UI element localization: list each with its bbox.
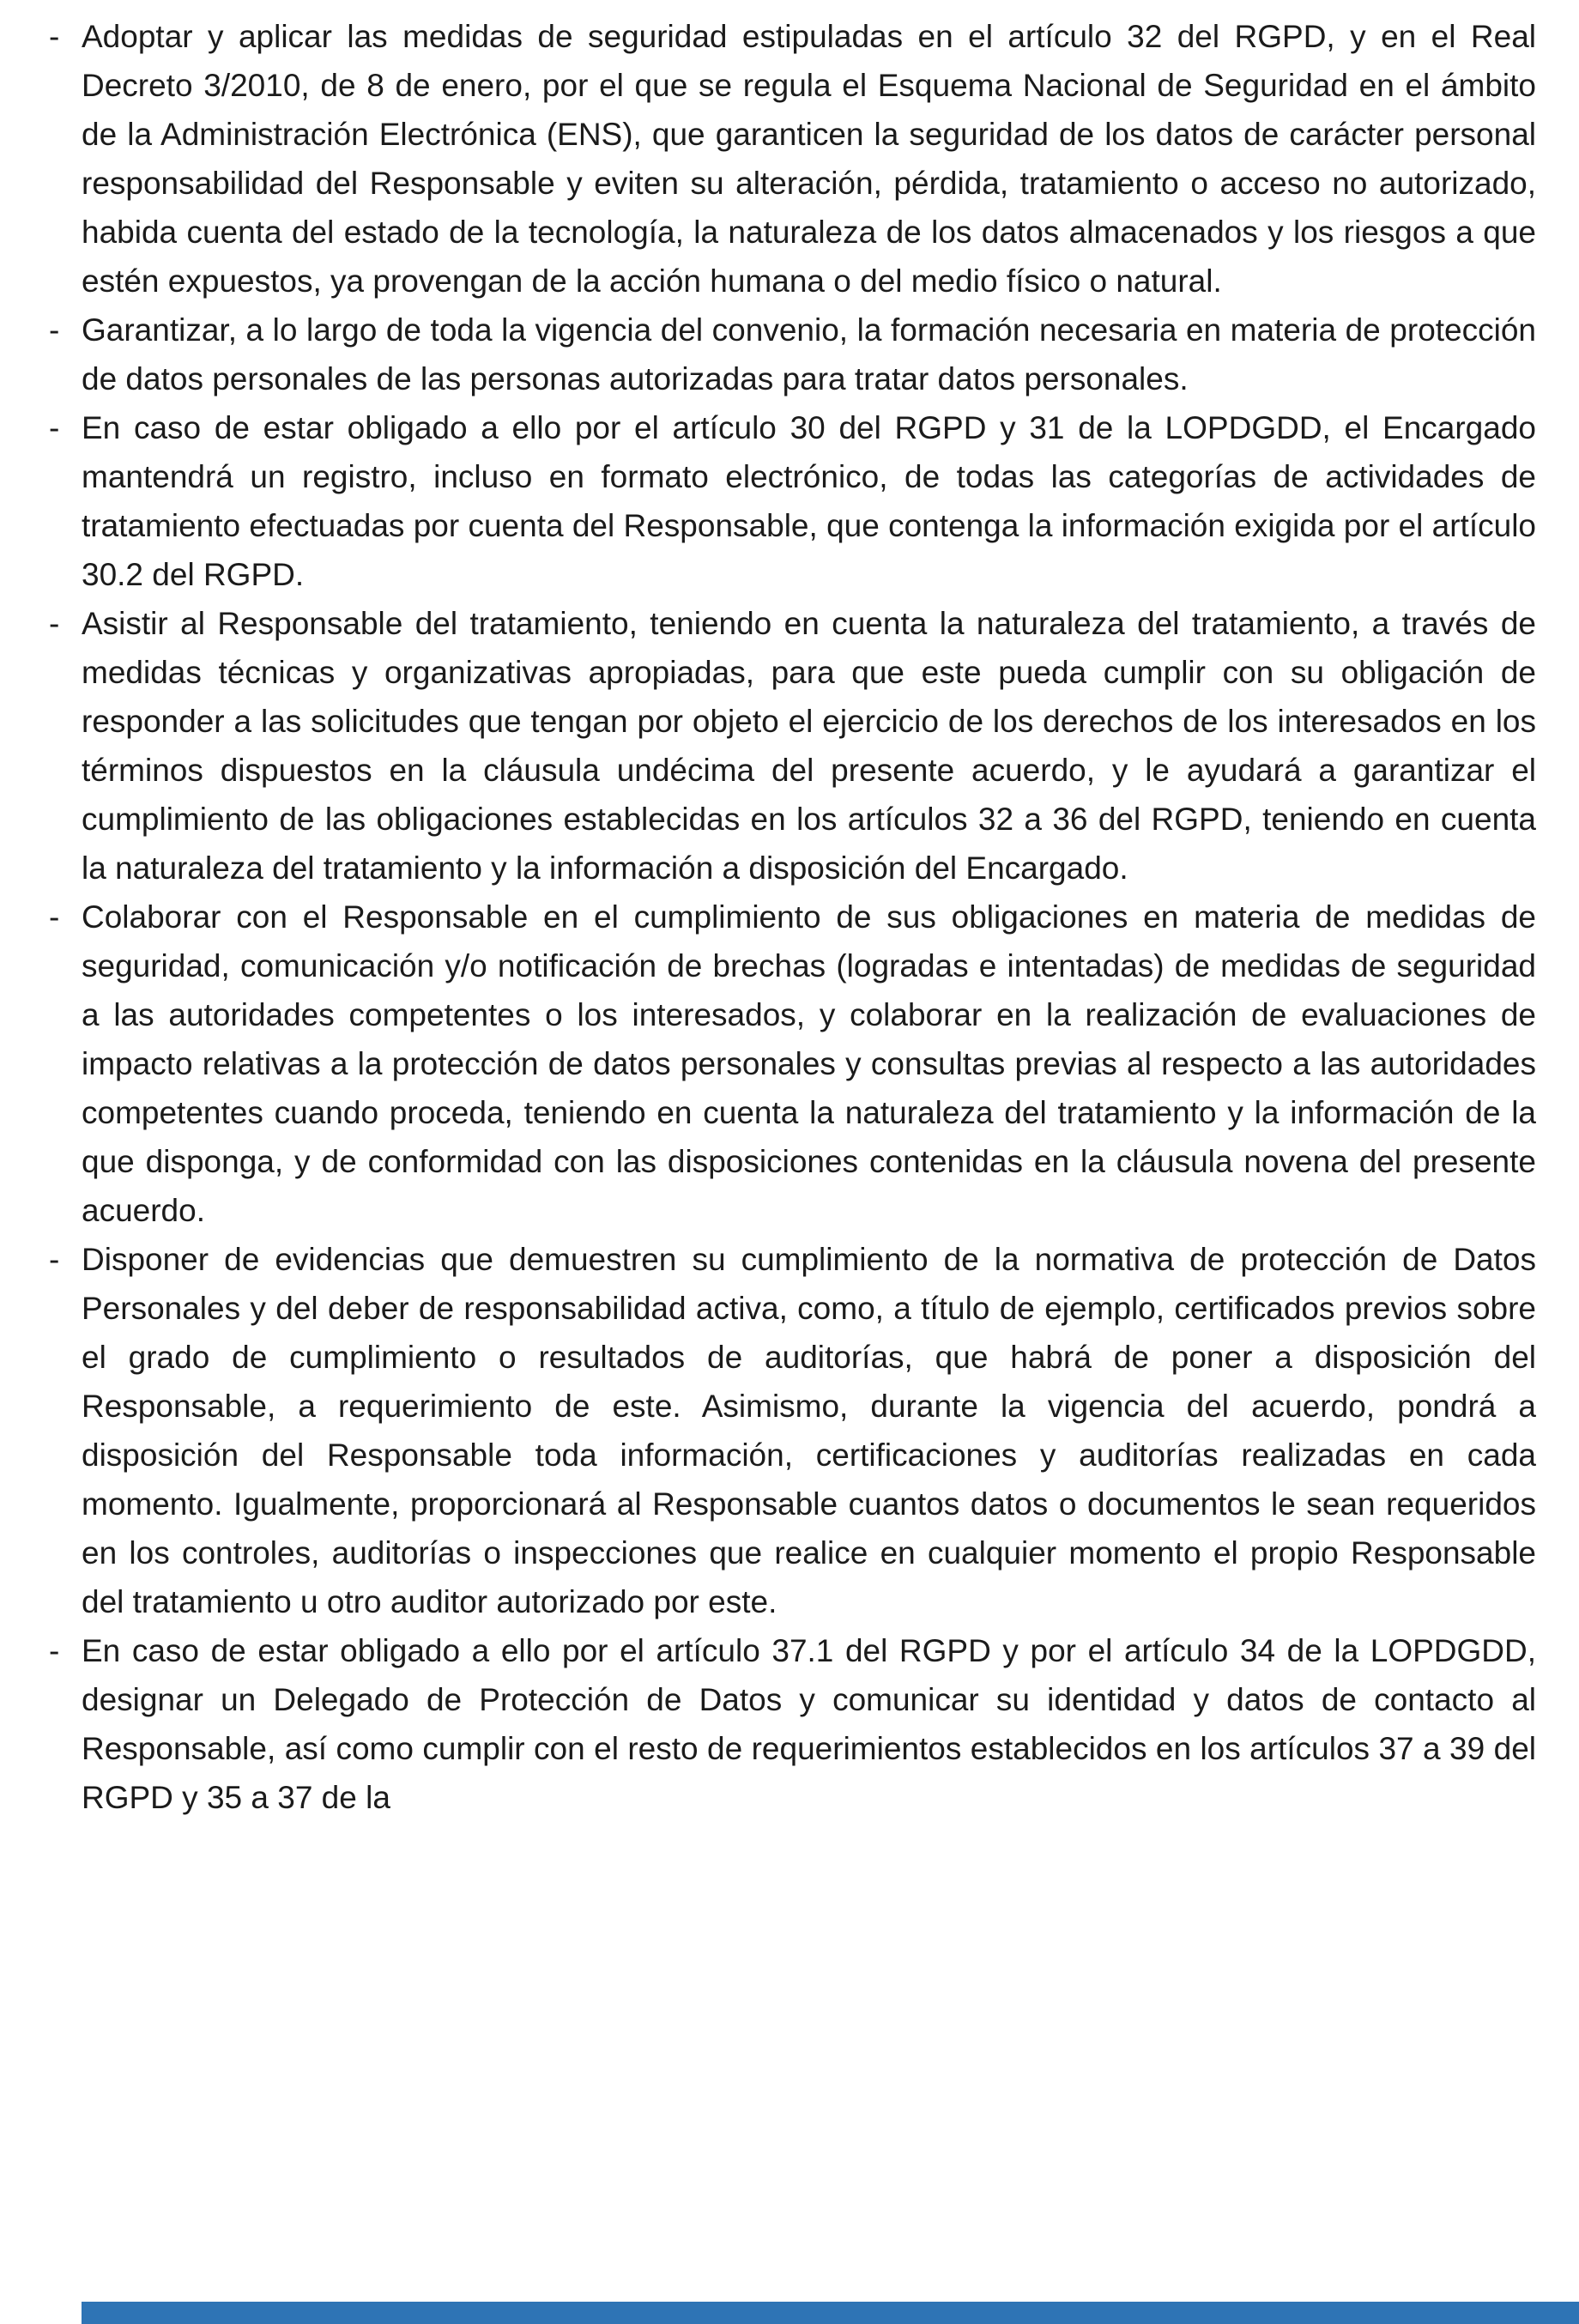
- list-item-text: En caso de estar obligado a ello por el artículo 37.1 del RGPD y por el artículo 34 de la LOPDGDD, designar un Delegado de Protección de Datos y comunicar su identidad y datos de contacto al Responsable, así como cumplir con el resto de requerimientos establecidos en los artículos 37 a 39 del RGPD y 35 a 37 de la: [82, 1633, 1536, 1815]
- list-item: [49, 1235, 1536, 1626]
- dash-marker: -: [49, 1633, 60, 1668]
- list-item: [49, 306, 1536, 403]
- list-item-text: Asistir al Responsable del tratamiento, teniendo en cuenta la naturaleza del tratamiento, a través de medidas técnicas y organizativas apropiadas, para que este pueda cumplir con su obligación de responder a las solicitudes que tengan por objeto el ejercicio de los derechos de los interesados en los términos dispuestos en la cláusula undécima del presente acuerdo, y le ayudará a garantizar el cumplimiento de las obligaciones establecidas en los artículos 32 a 36 del RGPD, teniendo en cuenta la naturaleza del tratamiento y la información a disposición del Encargado.: [82, 606, 1536, 886]
- dash-marker: -: [49, 899, 60, 935]
- list-item-text: Disponer de evidencias que demuestren su cumplimiento de la normativa de protección de Datos Personales y del deber de responsabilidad activa, como, a título de ejemplo, certificados previos sobre el grado de cumplimiento o resultados de auditorías, que habrá de poner a disposición del Responsable, a requerimiento de este. Asimismo, durante la vigencia del acuerdo, pondrá a disposición del Responsable toda información, certificaciones y auditorías realizadas en cada momento. Igualmente, proporcionará al Responsable cuantos datos o documentos le sean requeridos en los controles, auditorías o inspecciones que realice en cualquier momento el propio Responsable del tratamiento u otro auditor autorizado por este.: [82, 1242, 1536, 1619]
- dash-marker: -: [49, 606, 60, 641]
- list-item-text: Adoptar y aplicar las medidas de seguridad estipuladas en el artículo 32 del RGPD, y en el Real Decreto 3/2010, de 8 de enero, por el que se regula el Esquema Nacional de Seguridad en el ámbito de la Administración Electrónica (ENS), que garanticen la seguridad de los datos de carácter personal responsabilidad del Responsable y eviten su alteración, pérdida, tratamiento o acceso no autorizado, habida cuenta del estado de la tecnología, la naturaleza de los datos almacenados y los riesgos a que estén expuestos, ya provengan de la acción humana o del medio físico o natural.: [82, 19, 1536, 299]
- list-item-text: En caso de estar obligado a ello por el artículo 30 del RGPD y 31 de la LOPDGDD, el Encargado mantendrá un registro, incluso en formato electrónico, de todas las categorías de actividades de tratamiento efectuadas por cuenta del Responsable, que contenga la información exigida por el artículo 30.2 del RGPD.: [82, 410, 1536, 592]
- dash-marker: -: [49, 1242, 60, 1277]
- dash-marker: -: [49, 312, 60, 348]
- dash-marker: -: [49, 19, 60, 54]
- list-item: [49, 599, 1536, 893]
- list-item-text: Colaborar con el Responsable en el cumplimiento de sus obligaciones en materia de medidas de seguridad, comunicación y/o notificación de brechas (logradas e intentadas) de medidas de seguridad a las autoridades competentes o los interesados, y colaborar en la realización de evaluaciones de impacto relativas a la protección de datos personales y consultas previas al respecto a las autoridades competentes cuando proceda, teniendo en cuenta la naturaleza del tratamiento y la información de la que disponga, y de conformidad con las disposiciones contenidas en la cláusula novena del presente acuerdo.: [82, 899, 1536, 1228]
- list-item: [49, 1626, 1536, 1822]
- list-item: [49, 12, 1536, 306]
- list-item-text: Garantizar, a lo largo de toda la vigencia del convenio, la formación necesaria en materia de protección de datos personales de las personas autorizadas para tratar datos personales.: [82, 312, 1536, 396]
- list-item: [49, 893, 1536, 1235]
- list-item: [49, 403, 1536, 599]
- dash-marker: -: [49, 410, 60, 445]
- footer-accent-bar: [82, 2302, 1579, 2324]
